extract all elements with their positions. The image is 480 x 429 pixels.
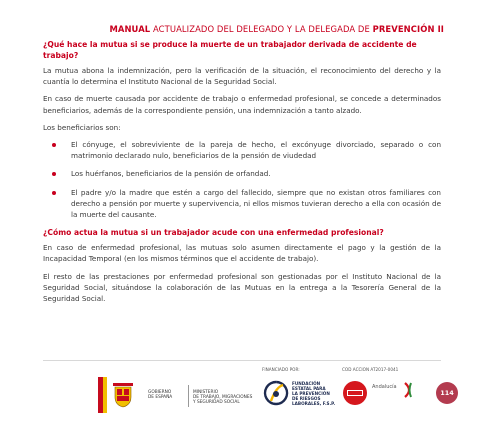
list-item: El cónyuge, el sobreviviente de la pareja de hecho, el excónyuge divorciado, separado o con matrimonio declarado nulo, beneficiarios de la pensión de viudedad — [43, 139, 441, 161]
list-item: Los huérfanos, beneficiarios de la pensión de orfandad. — [43, 168, 441, 179]
ministry-text: MINISTERIO DE TRABAJO, MIGRACIONES Y SEGURIDAD SOCIAL — [193, 390, 253, 405]
running-header — [0, 24, 444, 34]
beneficiaries-list — [43, 139, 441, 220]
logo-divider — [188, 385, 189, 407]
question-1: ¿Qué hace la mutua si se produce la muerte de un trabajador derivada de accidente de trabajo? — [43, 40, 417, 60]
header-manual: MANUAL — [109, 24, 151, 34]
flag-yellow-bar — [103, 377, 107, 413]
andalucia-emblem-icon — [402, 380, 416, 400]
paragraph: En caso de enfermedad profesional, las mutuas solo asumen directamente el pago y la gestión de la Incapacidad Temporal (en los mismos términos que el accidente de trabajo). — [43, 243, 441, 264]
andalucia-label: Andalucía — [372, 384, 397, 390]
header-title: ACTUALIZADO DEL DELEGADO Y LA DELEGADA DE — [150, 24, 373, 34]
paragraph: La mutua abona la indemnización, pero la verificación de la situación, el reconocimiento del derecho y la cuantía lo determina el Instituto Nacional de la Seguridad Social. — [43, 66, 441, 87]
question-2: ¿Cómo actua la mutua si un trabajador acude con una enfermedad profesional? — [43, 228, 384, 238]
foundation-logo — [262, 375, 344, 415]
foundation-emblem-icon — [262, 379, 290, 409]
page-number-badge: 114 — [436, 382, 458, 404]
paragraph: Los beneficiarios son: — [43, 122, 121, 132]
paragraph: En caso de muerte causada por accidente de trabajo o enfermedad profesional, se concede a determinados beneficiarios, además de la correspondiente pensión, una indemnización a tanto alzado. — [43, 94, 441, 115]
government-text: GOBIERNO DE ESPAÑA — [148, 390, 173, 400]
list-item: El padre y/o la madre que estén a cargo del fallecido, siempre que no existan otros familiares con derecho a pensión por muerte y supervivencia, ni ellos mismos tuvieran derecho a ella con ocasión de la muerte del causante. — [43, 187, 441, 221]
ugt-logo-icon — [342, 380, 368, 406]
paragraph: El resto de las prestaciones por enfermedad profesional son gestionadas por el Instituto Nacional de la Seguridad Social, situándose la colaboración de las Mutuas en la entrega a la Tesorería General de la Seguridad Social. — [43, 271, 441, 304]
coat-of-arms-icon — [112, 381, 134, 409]
page-body — [43, 39, 441, 310]
header-prevencion: PREVENCIÓN II — [372, 24, 444, 34]
foundation-text: FUNDACIÓN ESTATAL PARA LA PREVENCIÓN DE RIESGOS LABORALES, F.S.P. — [292, 381, 336, 407]
footer-divider — [43, 360, 441, 361]
action-code-label: COD ACCION AT2017-0041 — [342, 367, 399, 372]
government-logo — [98, 377, 253, 413]
financed-label: FINANCIADO POR: — [262, 367, 300, 372]
